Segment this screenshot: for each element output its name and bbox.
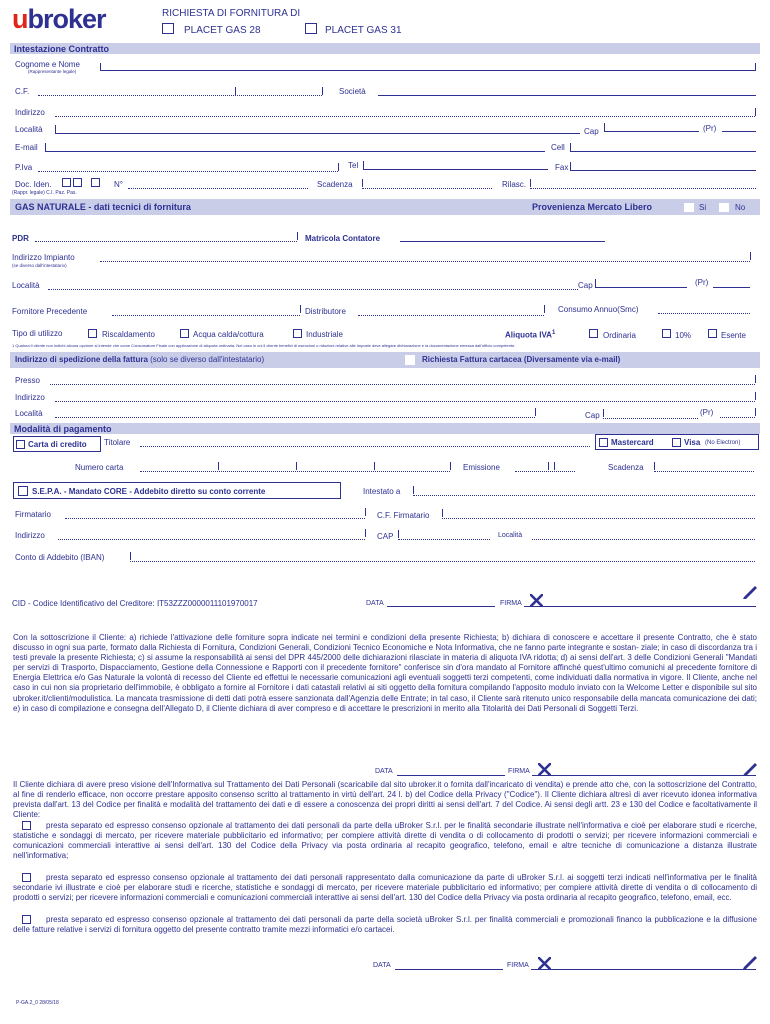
tick: [365, 529, 366, 537]
use-heating-checkbox[interactable]: [88, 329, 97, 338]
paper-invoice-label: Richiesta Fattura cartacea (Diversamente via e-mail): [422, 355, 621, 364]
plant-sub: (se diverso dall'intestatario): [12, 263, 67, 268]
ship-city-field[interactable]: [55, 417, 535, 418]
tick: [450, 462, 451, 470]
tick: [398, 530, 399, 538]
visa-checkbox[interactable]: [672, 438, 681, 447]
tick: [442, 509, 443, 517]
expiry-field[interactable]: [362, 188, 492, 189]
tick: [548, 462, 549, 470]
company-field[interactable]: [378, 95, 756, 96]
tick: [235, 87, 236, 95]
tick: [218, 462, 219, 470]
holder-band-title: Intestazione Contratto: [14, 44, 110, 54]
card-checkbox[interactable]: [16, 440, 25, 449]
doc-ci-checkbox[interactable]: [62, 178, 71, 187]
tick: [603, 409, 604, 417]
visa-label: Visa: [684, 438, 701, 447]
gas-band-title: GAS NATURALE - dati tecnici di fornitura: [15, 202, 191, 212]
account-holder-field[interactable]: [413, 495, 755, 496]
name-label: Cognome e Nome: [15, 60, 80, 69]
tick: [322, 87, 323, 95]
iban-field[interactable]: [130, 561, 755, 562]
tick: [297, 232, 298, 240]
consumption-label: Consumo Annuo(Smc): [558, 305, 639, 314]
consumption-field[interactable]: [658, 313, 750, 314]
vat-10-checkbox[interactable]: [662, 329, 671, 338]
signer-city-label: Località: [498, 532, 523, 539]
iban-label: Conto di Addebito (IBAN): [15, 553, 105, 562]
payment-date-field[interactable]: [387, 606, 495, 607]
signer-address-label: Indirizzo: [15, 531, 45, 540]
free-market-no-checkbox[interactable]: [719, 203, 729, 212]
x-mark-icon: [530, 594, 543, 607]
terms-text: Con la sottoscrizione il Cliente: a) richiede l'attivazione delle forniture sopra indicate nei termini e condizioni della presente Richiesta; b) dichiara di conoscere e accettare il presente Contratto, che è stato discusso in ogni sua parte, formato dalla Richiesta di Fornitura, Condizioni Generali, Condizioni Tecnico Economiche e Nota Informativa, che ne fanno parte integrante e sostan- ziale; in caso di discordanza tra i testi prevale la presente Richiesta; c) si assume la responsabilità ai sensi del DPR 445/2000 delle dichiarazioni rilasciate in materia di aliquota IVA ridotta; d) ai sensi dell'art. 3 delle Condizioni Generali "Mandati per servizi di Trasporto, Dispacciamento, Gestione della Connessione e Rapporti con il precedente fornitore" conferisce sin d'ora mandato al Fornitore affinché quest'ultimo comunichi al precedente fornitore di Energia Elettrica e/o Gas Naturale la volontà di recesso del Cliente ed effettui le necessarie comunicazioni agli eventuali soggetti terzi competenti, come individuati dalla normativa in vigore. Il Cliente, anche nel caso in cui non sia proprietario dell'immobile, è obbligato a fornire al Fornitore i dati catastali relativi ai siti oggetto della fornitura compilando l'apposito modulo inviato con la Welcome Letter e disponibile sul sito ubroker.it/clienti/modulistica. La mancata trasmissione di detti dati potrà essere sanzionata dall'Agenzia delle Entrate; in tal caso, il Cliente sarà ritenuto unico responsabile della mancata comunicazione dei dati; e) in caso di compilazione e consegna dell'Allegato D, il Cliente dichiara di aver compreso e di accettare le prescrizioni in merito alla Titolarità dei Dati Personali di Soggetti Terzi.: [13, 633, 757, 713]
expiry-label: Scadenza: [317, 180, 353, 189]
logo-u: u: [12, 4, 28, 34]
free-market-yes-label: Si: [699, 203, 707, 212]
tick: [413, 486, 414, 494]
paper-invoice-checkbox[interactable]: [405, 355, 415, 365]
card-holder-label: Titolare: [104, 438, 131, 447]
card-number-label: Numero carta: [75, 463, 124, 472]
x-mark-icon: [538, 763, 551, 776]
pen-icon: [741, 583, 758, 600]
name-sub: (Rappresentante legale): [28, 69, 77, 74]
doc-paz-checkbox[interactable]: [73, 178, 82, 187]
vat-label: P.Iva: [15, 163, 33, 172]
placet-28-label: PLACET GAS 28: [184, 25, 261, 36]
address-field[interactable]: [55, 116, 755, 117]
card-number-field[interactable]: [140, 471, 450, 472]
footer-code: P-GA.2_0 28/05/18: [16, 1000, 59, 1006]
address-label: Indirizzo: [15, 108, 45, 117]
use-industrial-checkbox[interactable]: [293, 329, 302, 338]
tick: [362, 179, 363, 187]
issue-label: Rilasc.: [502, 180, 527, 189]
mastercard-checkbox[interactable]: [599, 438, 608, 447]
free-market-no-label: No: [735, 203, 746, 212]
issue-field[interactable]: [530, 188, 756, 189]
account-holder-label: Intestato a: [363, 487, 401, 496]
plant-pr-label: (Pr): [695, 278, 709, 287]
payment-date-label: DATA: [366, 600, 384, 607]
tick: [755, 63, 756, 71]
plant-city-label: Località: [12, 281, 40, 290]
pdr-label: PDR: [12, 234, 29, 243]
shipping-band-note: (solo se diverso dall'intestatario): [150, 355, 265, 364]
vat-field[interactable]: [38, 171, 338, 172]
tick: [755, 375, 756, 383]
vat-exempt-checkbox[interactable]: [708, 329, 717, 338]
plant-cap-label: Cap: [578, 281, 593, 290]
holder-band: [10, 43, 760, 54]
consent-1-text: [13, 821, 757, 861]
privacy-text: Il Cliente dichiara di avere preso visione dell'Informativa sul Trattamento dei Dati Personali (scaricabile dal sito ubroker.it o fornita dall'incaricato di vendita) e prende atto che, con la sottoscrizione del Contratto, al fine di renderlo efficace, non occorre prestare apposito consenso scritto al trattamento in virtù dell'art. 24 l. b) del Codice della Privacy ("Codice"). Il Cliente dichiara altresì di aver ricevuto idonea informativa prevista dall'art. 13 del Codice per finalità e modalità del trattamento dei dati e di essere a conoscenza dei propri diritti ai sensi dell'art. 7 del Codice. Ai sensi degli artt. 23 e 130 del Codice e facoltativamente il Cliente:: [13, 780, 757, 820]
signer-field[interactable]: [65, 518, 365, 519]
plant-address-label: Indirizzo Impianto: [12, 253, 75, 262]
consent-2-label: presta separato ed espresso consenso opzionale al trattamento dei dati personali rappresentato dalla comunicazione da parte di uBroker S.r.l. ai soggetti terzi indicati nell'informativa per le finalità secondarie ivi illustrate e cioè per elaborare studi e ricerche, statistiche e sondaggi di mercato, per ricevere materiale pubblicitario ed informativo; per compiere attività dirette di vendita o di collocamento di prodotti o servizi; per ricevere informazioni commerciali e comunicazioni commerciali interattive ai sensi dell'art. 130 del Codice della Privacy via posta ordinaria al recapito geografico, telefono, email, ecc.: [13, 873, 757, 903]
pen-icon: [741, 953, 758, 970]
placet-31-label: PLACET GAS 31: [325, 25, 402, 36]
city-label: Località: [15, 125, 43, 134]
payment-sign-field[interactable]: [524, 606, 756, 607]
placet-31-checkbox[interactable]: [305, 23, 317, 34]
cf-field[interactable]: [38, 95, 322, 96]
doc-sub: (Rappr. legale) C.I. Paz. Pas.: [12, 190, 77, 196]
signer-cf-label: C.F. Firmatario: [377, 511, 430, 520]
payment-band-title: Modalità di pagamento: [14, 424, 112, 434]
tick: [595, 279, 596, 287]
prev-supplier-label: Fornitore Precedente: [12, 307, 88, 316]
use-hotwater-label: Acqua calda/cottura: [193, 330, 264, 339]
ship-at-field[interactable]: [50, 384, 755, 385]
signer-cap-field[interactable]: [398, 539, 490, 540]
vat-10-label: 10%: [675, 331, 692, 340]
ship-pr-label: (Pr): [700, 408, 714, 417]
payment-sign-label: FIRMA: [500, 600, 522, 607]
plant-city-field[interactable]: [48, 289, 578, 290]
use-heating-label: Riscaldamento: [102, 330, 155, 339]
ship-cap-field[interactable]: [603, 418, 698, 419]
name-field[interactable]: [100, 70, 756, 71]
terms-sign-field[interactable]: [532, 775, 756, 776]
gas-band: [10, 199, 760, 215]
signer-cf-field[interactable]: [442, 518, 755, 519]
privacy-date-field[interactable]: [395, 969, 503, 970]
tick: [535, 408, 536, 416]
cap-label: Cap: [584, 127, 599, 136]
privacy-sign-label: FIRMA: [507, 962, 529, 969]
signer-label: Firmatario: [15, 510, 52, 519]
payment-band: [10, 423, 760, 434]
card-holder-field[interactable]: [140, 446, 590, 447]
shipping-band-title: [15, 355, 264, 364]
tick: [55, 125, 56, 133]
sepa-option[interactable]: [13, 482, 341, 499]
placet-28-checkbox[interactable]: [162, 23, 174, 34]
tick: [365, 508, 366, 516]
distributor-field[interactable]: [358, 315, 544, 316]
pen-icon: [741, 760, 758, 777]
use-type-label: Tipo di utilizzo: [12, 329, 63, 338]
email-field[interactable]: [45, 151, 545, 152]
shipping-band: [10, 352, 760, 368]
company-label: Società: [339, 87, 366, 96]
tick: [755, 108, 756, 116]
signer-cap-label: CAP: [377, 532, 394, 541]
free-market-yes-checkbox[interactable]: [684, 203, 694, 212]
shipping-band-bold: Indirizzo di spedizione della fattura: [15, 355, 148, 364]
mobile-field[interactable]: [570, 151, 756, 152]
x-mark-icon: [538, 957, 551, 970]
privacy-date-label: DATA: [373, 962, 391, 969]
pdr-field[interactable]: [35, 241, 297, 242]
signer-address-field[interactable]: [58, 539, 365, 540]
use-hotwater-checkbox[interactable]: [180, 329, 189, 338]
privacy-sign-field[interactable]: [531, 969, 756, 970]
pr-label: (Pr): [703, 124, 717, 133]
cid-text: CID - Codice Identificativo del Creditore: IT53ZZZ0000011101970017: [12, 599, 258, 608]
doc-pas-checkbox[interactable]: [91, 178, 100, 187]
consent-1-label: presta separato ed espresso consenso opzionale al trattamento dei dati personali da parte della uBroker S.r.l. per le finalità secondarie illustrate nell'informativa e cioè per elaborare studi e ricerche, statistiche e sondaggi di mercato, per ricevere materiale pubblicitario ed informativo; per compiere attività dirette di vendita o di collocamento di prodotti o servizi; per ricevere informazioni commerciali e comunicazioni commerciali interattive ai sensi dell'art. 130 del Codice della Privacy via posta ordinaria al recapito geografico, telefono, email e altre tecniche di comunicazione a distanza illustrate nell'informativa;: [13, 821, 757, 861]
tick: [363, 161, 364, 169]
mastercard-label: Mastercard: [611, 438, 654, 447]
plant-cap-field[interactable]: [595, 287, 687, 288]
tick: [544, 305, 545, 313]
prev-supplier-field[interactable]: [112, 315, 300, 316]
doc-number-field[interactable]: [128, 188, 308, 189]
pr-field[interactable]: [722, 131, 756, 132]
ship-address-label: Indirizzo: [15, 393, 45, 402]
card-label: Carta di credito: [28, 440, 87, 449]
tel-label: Tel: [348, 161, 359, 170]
terms-sign-label: FIRMA: [508, 768, 530, 775]
tick: [570, 143, 571, 151]
card-expiry-label: Scadenza: [608, 463, 644, 472]
free-market-label: Provenienza Mercato Libero: [532, 202, 653, 212]
use-industrial-label: Industriale: [306, 330, 343, 339]
tick: [604, 123, 605, 131]
vat-exempt-label: Esente: [721, 331, 746, 340]
tick: [750, 252, 751, 260]
terms-date-label: DATA: [375, 768, 393, 775]
tick: [755, 392, 756, 400]
tick: [570, 162, 571, 170]
doc-number-label: N°: [114, 180, 123, 189]
tick: [130, 552, 131, 560]
distributor-label: Distributore: [305, 307, 346, 316]
plant-address-field[interactable]: [100, 261, 750, 262]
ship-pr-field[interactable]: [720, 417, 755, 418]
request-title: RICHIESTA DI FORNITURA DI: [162, 8, 301, 19]
tel-field[interactable]: [363, 169, 548, 170]
tick: [654, 462, 655, 470]
tick: [530, 179, 531, 187]
signer-city-field[interactable]: [532, 539, 755, 540]
city-field[interactable]: [55, 133, 580, 134]
vat-ordinary-checkbox[interactable]: [589, 329, 598, 338]
ship-at-label: Presso: [15, 376, 40, 385]
email-label: E-mail: [15, 143, 38, 152]
card-issue-field[interactable]: [515, 471, 575, 472]
consent-2-text: [13, 873, 757, 903]
vat-rate-label: [505, 330, 555, 340]
card-expiry-field[interactable]: [654, 471, 754, 472]
ship-address-field[interactable]: [55, 401, 755, 402]
visa-note: (No Electron): [705, 440, 741, 446]
vat-rate-sup: 1: [551, 330, 556, 336]
card-brand-box: [595, 434, 759, 450]
card-option[interactable]: [13, 436, 101, 452]
fax-label: Fax: [555, 163, 569, 172]
tick: [554, 462, 555, 470]
ship-cap-label: Cap: [585, 411, 600, 420]
consent-3-text: [13, 915, 757, 935]
tick: [374, 462, 375, 470]
vat-ordinary-label: Ordinaria: [603, 331, 636, 340]
tick: [338, 163, 339, 171]
cf-label: C.F.: [15, 87, 30, 96]
cap-field[interactable]: [604, 131, 699, 132]
plant-pr-field[interactable]: [713, 287, 750, 288]
logo-broker: broker: [27, 4, 106, 34]
tick: [45, 143, 46, 151]
sepa-checkbox[interactable]: [18, 486, 28, 496]
fax-field[interactable]: [570, 170, 756, 171]
ship-city-label: Località: [15, 409, 43, 418]
consent-3-label: presta separato ed espresso consenso opzionale al trattamento dei dati personali da parte della società uBroker S.r.l. per finalità commerciali e promozionali financo la pubblicazione e la diffusione delle fatture relative i servizi di fornitura oggetto del presente contratto tramite mezzi informatici e/o cartacei.: [13, 915, 757, 935]
meter-field[interactable]: [400, 241, 605, 242]
vat-footnote: 1 Qualora il cliente non indichi alcuna opzione si intende che come Consumatore Finale con applicazione di aliquota ordinaria. Nel caso in cui il cliente benefici di esenzioni o riduzioni relative alle imposte deve allegare dichiarazione e la documentazione emessa dall'ufficio competente.: [12, 343, 516, 348]
card-issue-label: Emissione: [463, 463, 500, 472]
tick: [296, 462, 297, 470]
tick: [300, 305, 301, 313]
terms-date-field[interactable]: [397, 775, 505, 776]
sepa-label: S.E.P.A. - Mandato CORE - Addebito diretto su conto corrente: [32, 487, 266, 496]
tick: [755, 408, 756, 416]
meter-label: Matricola Contatore: [305, 234, 381, 243]
vat-rate-text: Aliquota IVA: [505, 330, 552, 340]
logo: [12, 4, 106, 35]
mobile-label: Cell: [551, 143, 565, 152]
doc-label: Doc. Iden.: [15, 180, 52, 189]
tick: [100, 63, 101, 71]
